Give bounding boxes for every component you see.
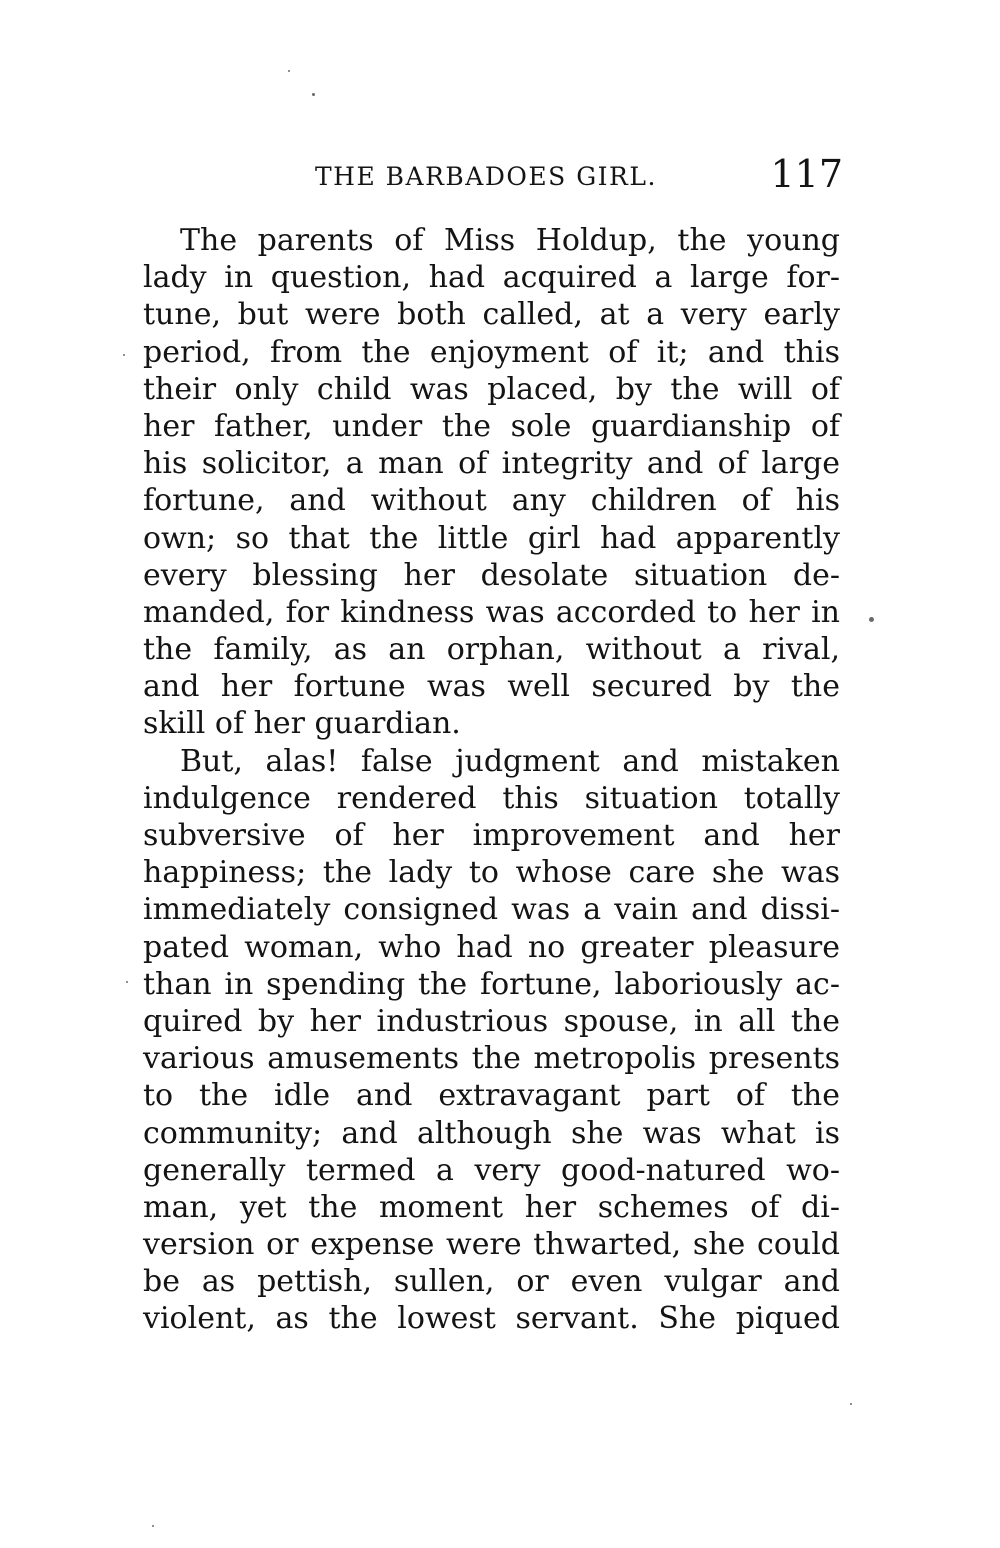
text-line: than in spending the fortune, laboriously ac-	[143, 966, 840, 1002]
text-line: violent, as the lowest servant. She piqued	[143, 1301, 840, 1337]
print-speck	[123, 354, 125, 356]
text-line: manded, for kindness was accorded to her in	[143, 594, 840, 630]
text-line: But, alas! false judgment and mistaken	[180, 743, 840, 779]
print-speck	[312, 93, 315, 96]
text-line: tune, but were both called, at a very early	[143, 297, 840, 333]
text-line: the family, as an orphan, without a rival,	[143, 632, 840, 668]
running-title: THE BARBADOES GIRL.	[315, 162, 657, 191]
body-text	[143, 222, 840, 1338]
text-line: his solicitor, a man of integrity and of large	[143, 446, 840, 482]
text-line: their only child was placed, by the will of	[143, 371, 840, 407]
text-line: and her fortune was well secured by the	[143, 669, 840, 705]
text-line: skill of her guardian.	[143, 706, 461, 742]
text-line: happiness; the lady to whose care she was	[143, 855, 840, 891]
text-line: every blessing her desolate situation de-	[143, 557, 840, 593]
page-number: 117	[770, 152, 843, 196]
text-line: quired by her industrious spouse, in all the	[143, 1003, 840, 1039]
text-line: own; so that the little girl had apparently	[143, 520, 840, 556]
page-header	[143, 152, 843, 202]
text-line: immediately consigned was a vain and dissi-	[143, 892, 840, 928]
text-line: be as pettish, sullen, or even vulgar and	[143, 1264, 840, 1300]
text-line: generally termed a very good-natured wo-	[143, 1152, 840, 1188]
text-line: her father, under the sole guardianship of	[143, 408, 840, 444]
print-speck	[288, 70, 290, 72]
print-speck	[850, 1403, 852, 1405]
text-line: community; and although she was what is	[143, 1115, 840, 1151]
paragraph-1	[143, 222, 840, 743]
text-line: to the idle and extravagant part of the	[143, 1078, 840, 1114]
text-line: lady in question, had acquired a large for-	[143, 260, 840, 296]
paragraph-2	[143, 743, 840, 1338]
text-line: period, from the enjoyment of it; and this	[143, 334, 840, 370]
print-speck	[869, 617, 874, 622]
text-line: The parents of Miss Holdup, the young	[180, 223, 840, 258]
print-speck	[152, 1525, 154, 1527]
text-line: fortune, and without any children of his	[143, 483, 840, 519]
text-line: indulgence rendered this situation totally	[143, 780, 840, 816]
text-line: subversive of her improvement and her	[143, 818, 840, 853]
print-speck	[126, 981, 128, 983]
text-line: various amusements the metropolis presents	[143, 1041, 840, 1077]
text-line: version or expense were thwarted, she could	[143, 1227, 840, 1263]
text-line: pated woman, who had no greater pleasure	[143, 929, 840, 965]
text-line: man, yet the moment her schemes of di-	[143, 1189, 840, 1225]
